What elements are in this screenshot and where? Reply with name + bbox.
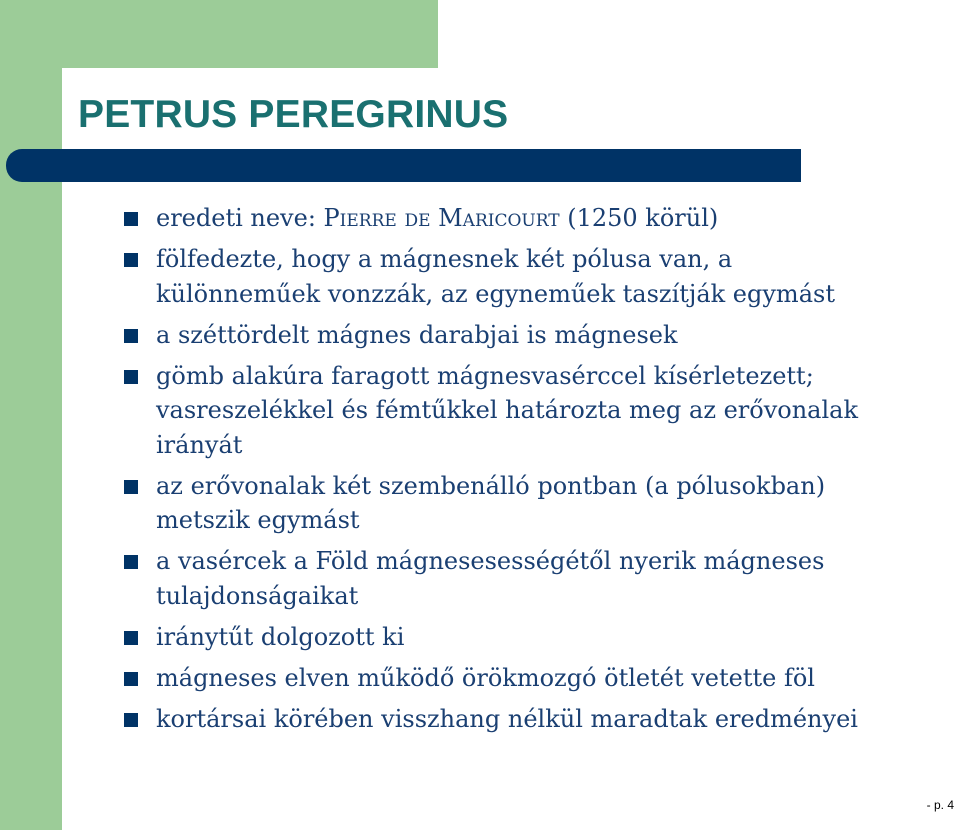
square-bullet-icon [124,370,138,384]
square-bullet-icon [124,631,138,645]
bullet-line: vasreszelékkel és fémtűkkel határozta meg az erővonalak [156,396,859,424]
bullet-item [124,469,924,538]
bullet-line: iránytűt dolgozott ki [156,622,405,651]
bullet-line: metszik egymást [156,506,360,534]
bullet-line: kortársai körében visszhang nélkül maradtak eredményei [156,704,858,733]
square-bullet-icon [124,253,138,267]
square-bullet-icon [124,713,138,727]
bullet-item [124,544,924,613]
bullet-item [124,702,924,737]
green-header-decoration [0,0,438,68]
green-sidebar-decoration [0,0,62,830]
bullet-line: irányát [156,430,243,459]
bullet-line: fölfedezte, hogy a mágnesnek két pólusa van, a [156,245,733,273]
bullet-prefix: eredeti neve: [156,204,324,232]
bullet-line: gömb alakúra faragott mágnesvasérccel kísérletezett; [156,361,814,390]
square-bullet-icon [124,329,138,343]
bullet-line: különneműek vonzzák, az egyneműek taszítják egymást [156,279,835,308]
bullet-item [124,201,924,236]
bullet-item [124,318,924,353]
page-number: - p. 4 [926,798,954,812]
bullet-item [124,620,924,655]
bullet-item [124,359,924,463]
title-underline-bar [6,149,801,182]
square-bullet-icon [124,212,138,226]
square-bullet-icon [124,555,138,569]
bullet-line: a vasércek a Föld mágnesesességétől nyerik mágneses [156,547,825,575]
square-bullet-icon [124,480,138,494]
bullet-item [124,661,924,696]
bullet-line: az erővonalak két szembenálló pontban (a pólusokban) [156,471,826,500]
square-bullet-icon [124,672,138,686]
bullet-suffix: (1250 körül) [559,204,719,232]
bullet-line: a széttördelt mágnes darabjai is mágnesek [156,320,678,349]
bullet-list [124,201,924,743]
bullet-line: tulajdonságaikat [156,581,359,610]
person-name: Pierre de Maricourt [323,204,560,232]
slide-title: PETRUS PEREGRINUS [78,93,509,136]
bullet-item [124,242,924,311]
bullet-line: mágneses elven működő örökmozgó ötletét vetette föl [156,663,815,692]
